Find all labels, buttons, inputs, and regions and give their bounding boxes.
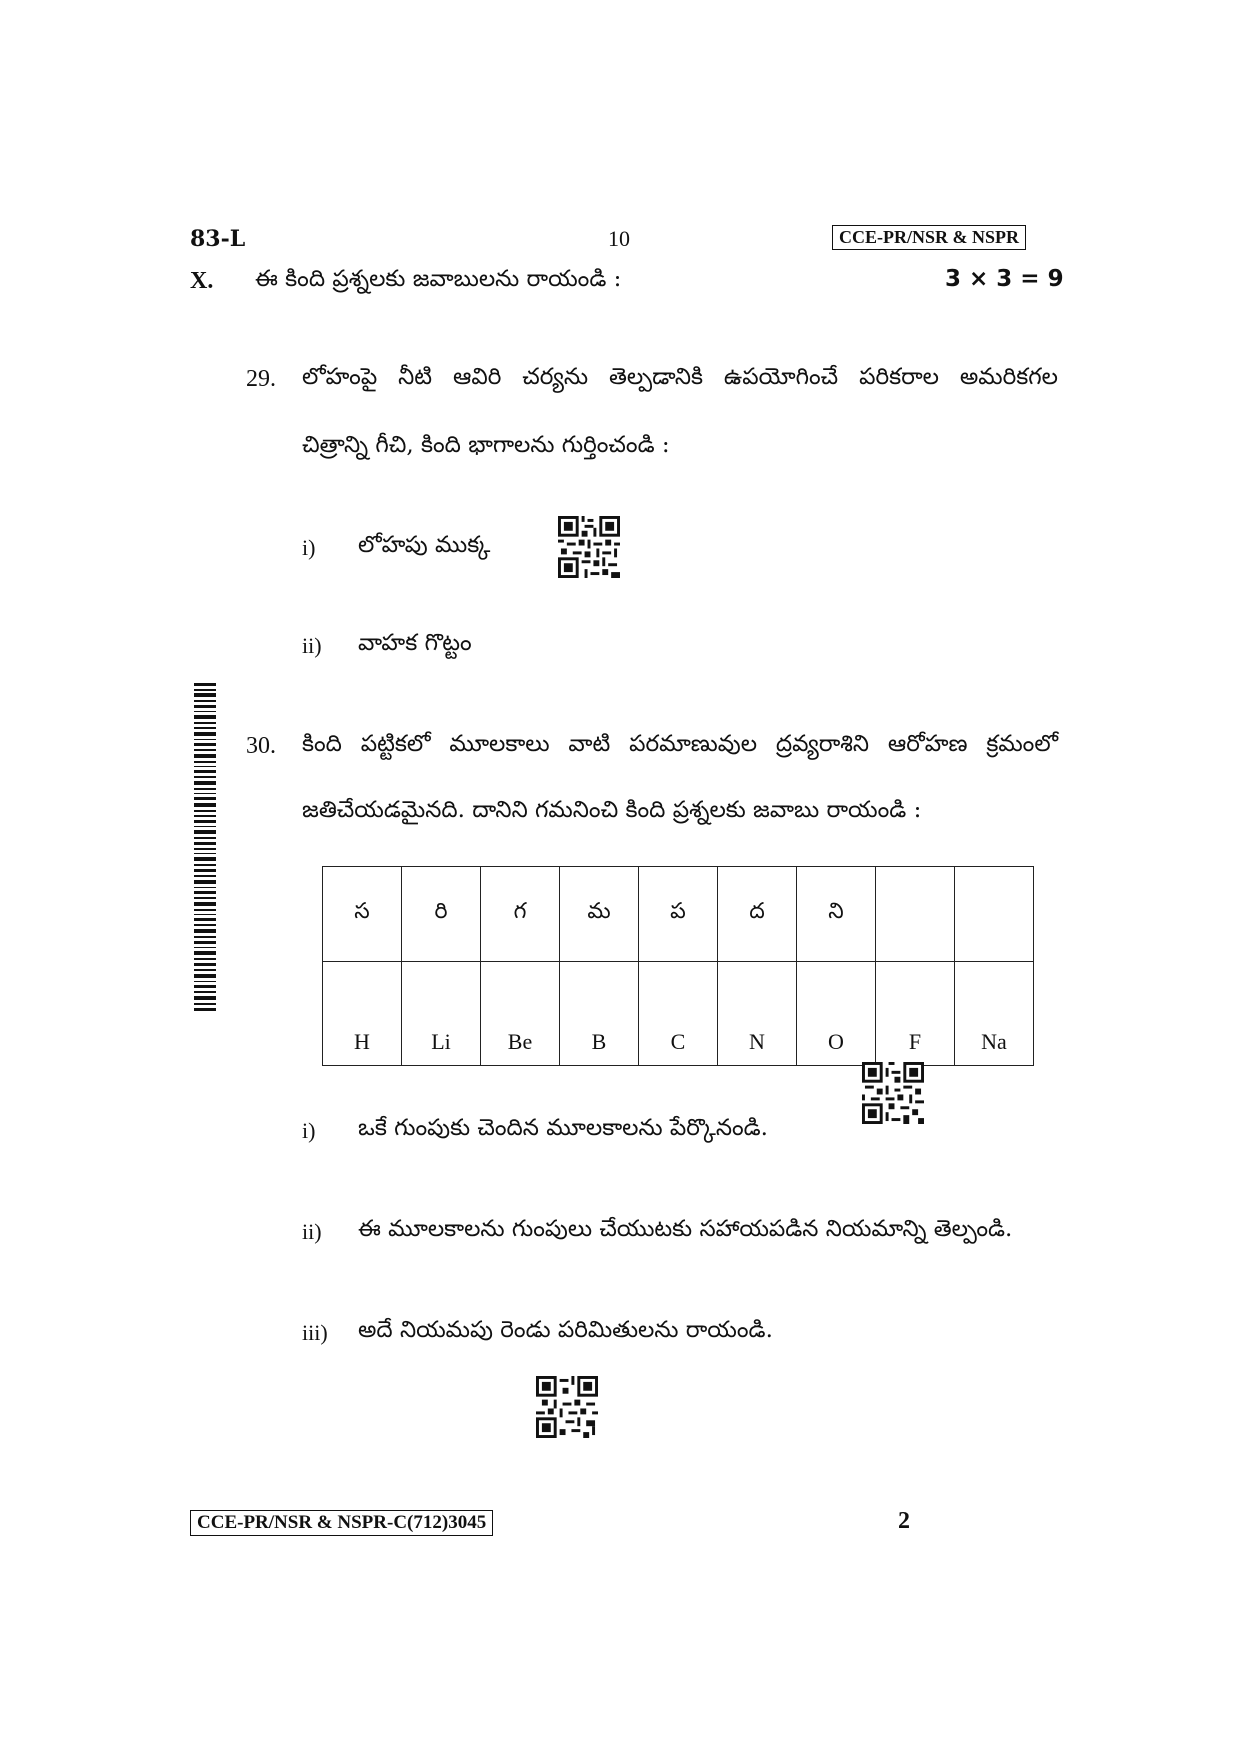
q30-part-iii-text: అదే నియమపు రెండు పరిమితులను రాయండి. [358, 1317, 773, 1343]
question-30-number: 30. [246, 733, 276, 759]
q29-part-ii-text: వాహక గొట్టం [358, 630, 472, 656]
table-cell: O [797, 962, 876, 1066]
q29-part-ii-number: ii) [302, 633, 322, 658]
qr-code-icon [558, 516, 620, 578]
telugu-notes-row [323, 867, 1034, 962]
table-cell: రి [402, 867, 481, 962]
element-symbols-row [323, 962, 1034, 1066]
q30-part-iii-number: iii) [302, 1320, 328, 1345]
qr-code-icon [862, 1062, 924, 1124]
question-29-line1: లోహంపై నీటి ఆవిరి చర్యను తెల్పడానికి ఉపయోగించే పరికరాల అమరికగల [302, 364, 1058, 390]
table-cell: ద [718, 867, 797, 962]
table-cell: H [323, 962, 402, 1066]
table-cell: Na [955, 962, 1034, 1066]
question-29-number: 29. [246, 366, 276, 392]
question-29-line2: చిత్రాన్ని గీచి, కింది భాగాలను గుర్తించండి : [302, 432, 670, 458]
section-instruction: ఈ కింది ప్రశ్నలకు జవాబులను రాయండి : [255, 266, 622, 292]
table-cell: గ [481, 867, 560, 962]
table-cell: N [718, 962, 797, 1066]
section-marks: 3 × 3 = 9 [945, 266, 1064, 292]
q29-part-i-text: లోహపు ముక్క [358, 532, 491, 558]
q30-part-i-number: i) [302, 1118, 316, 1143]
barcode-icon [194, 683, 216, 1011]
question-30-line2: జతిచేయడమైనది. దానిని గమనించి కింది ప్రశ్నలకు జవాబు రాయండి : [302, 797, 922, 823]
q29-part-i-number: i) [302, 535, 316, 560]
question-30-line1: కింది పట్టికలో మూలకాలు వాటి పరమాణువుల ద్రవ్యరాశిని ఆరోహణ క్రమంలో [302, 731, 1058, 757]
table-cell: మ [560, 867, 639, 962]
page-number: 10 [608, 226, 630, 251]
table-cell: ని [797, 867, 876, 962]
series-label: CCE-PR/NSR & NSPR [832, 225, 1026, 250]
table-cell: Li [402, 962, 481, 1066]
section-label: X. [190, 268, 214, 294]
table-cell: F [876, 962, 955, 1066]
table-cell [876, 867, 955, 962]
table-cell: B [560, 962, 639, 1066]
table-cell: ప [639, 867, 718, 962]
table-cell: Be [481, 962, 560, 1066]
footer-page-number: 2 [898, 1508, 910, 1534]
table-cell [955, 867, 1034, 962]
q30-part-ii-number: ii) [302, 1219, 322, 1244]
table-cell: C [639, 962, 718, 1066]
q30-part-ii-text: ఈ మూలకాలను గుంపులు చేయుటకు సహాయపడిన నియమాన్ని తెల్పండి. [358, 1216, 1013, 1242]
elements-table [322, 866, 1034, 1066]
paper-code: 83-L [190, 226, 246, 252]
table-cell: స [323, 867, 402, 962]
q30-part-i-text: ఒకే గుంపుకు చెందిన మూలకాలను పేర్కొనండి. [358, 1115, 768, 1141]
qr-code-icon [536, 1376, 598, 1438]
footer-code: CCE-PR/NSR & NSPR-C(712)3045 [190, 1510, 493, 1536]
